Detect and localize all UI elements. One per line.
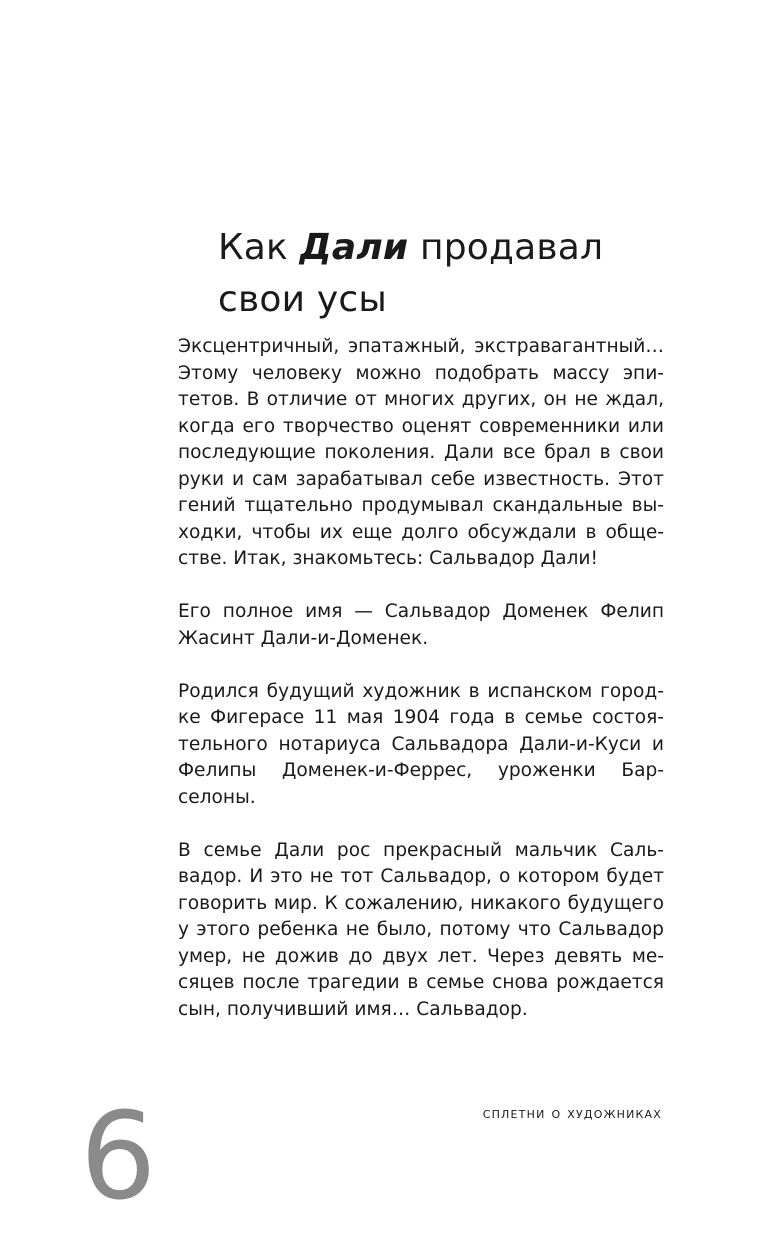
- paragraph-3: Родился будущий художник в испанском городке Фигерасе 11 мая 1904 года в семье состоятельного нотариуса Сальвадора Дали-и-Куси и Фелипы Доменек-и-Феррес, уроженки Барселоны.: [178, 680, 664, 808]
- chapter-title-accent: Дали: [299, 227, 409, 268]
- paragraph-4: В семье Дали рос прекрасный мальчик Сальвадор. И это не тот Сальвадор, о котором будет говорить мир. К сожалению, никакого будущего у этого ребенка не было, потому что Сальвадор умер, не дожив до двух лет. Через девять месяцев после трагедии в семье снова рождается сын, получивший имя… Сальвадор.: [178, 839, 664, 1020]
- chapter-title-prefix: Как: [218, 227, 300, 268]
- paragraph-1: Эксцентричный, эпатажный, экстравагантный… Этому человеку можно подобрать массу эпитетов. В отличие от многих других, он не ждал, когда его творчество оценят современники или последующие поколения. Дали все брал в свои руки и сам зарабатывал себе известность. Этот гений тщательно продумывал скандальные выходки, чтобы их еще долго обсуждали в обществе. Итак, знакомьтесь: Сальвадор Дали!: [178, 336, 664, 569]
- chapter-title: [218, 222, 688, 326]
- chapter-title-suffix: продавал свои усы: [218, 227, 604, 320]
- paragraph-2: Его полное имя — Сальвадор Доменек Фелип Жасинт Дали-и-Доменек.: [178, 601, 664, 649]
- body-text: [178, 334, 664, 1023]
- running-footer-title: сплетни о художниках: [482, 1104, 662, 1122]
- page-number: 6: [80, 1088, 157, 1227]
